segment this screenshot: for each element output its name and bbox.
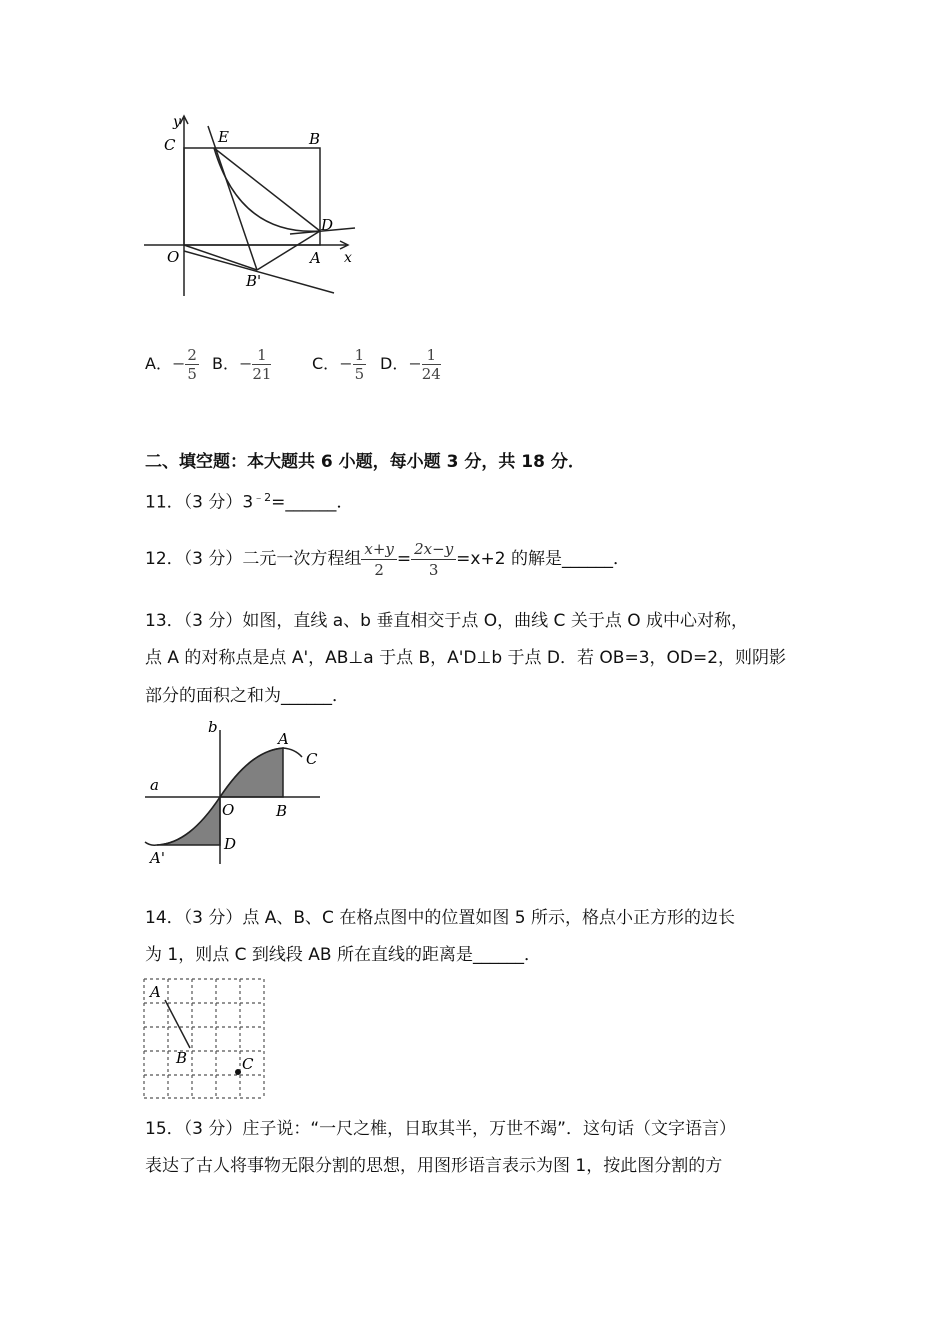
- label-y: y: [173, 114, 181, 130]
- option-b: B．− $\frac{1}{21}$: [212, 346, 272, 383]
- label-C: C: [242, 1055, 254, 1073]
- question-13-line-2: 点 A 的对称点是点 A'，AB⊥a 于点 B，A'D⊥b 于点 D．若 OB=3，OD=2，则阴影: [145, 648, 787, 668]
- symmetric-curve-figure: [140, 712, 330, 872]
- fraction: $\frac{1}{21}$: [252, 346, 272, 383]
- label-D: D: [224, 835, 237, 853]
- label-D: D: [321, 216, 334, 234]
- fraction: $\frac{1}{5}$: [354, 346, 365, 383]
- question-14-line-1: 14．（3 分）点 A、B、C 在格点图中的位置如图 5 所示，格点小正方形的边长: [145, 908, 735, 928]
- fraction: $\frac{2x-y}{3}$: [411, 539, 456, 580]
- label-A: A: [310, 249, 321, 267]
- label-B: B: [309, 130, 321, 148]
- fraction: $\frac{1}{24}$: [421, 346, 441, 383]
- question-12: 12．（3 分）二元一次方程组 $\frac{x+y}{2}$ = $\frac{2x-y}{3}$ =x+2 的解是______．: [145, 539, 630, 579]
- label-a: a: [150, 776, 159, 794]
- question-15-line-1: 15．（3 分）庄子说：“一尺之椎，日取其半，万世不竭”．这句话（文字语言）: [145, 1119, 736, 1139]
- fraction: $\frac{x+y}{2}$: [361, 539, 397, 580]
- question-13-line-3: 部分的面积之和为______．: [145, 686, 349, 706]
- label-b: b: [208, 718, 218, 736]
- label-O: O: [167, 248, 180, 266]
- label-B: B: [176, 1049, 188, 1067]
- fold-figure: [140, 108, 370, 308]
- question-13-line-1: 13．（3 分）如图，直线 a、b 垂直相交于点 O，曲线 C 关于点 O 成中心对称，: [145, 611, 749, 631]
- label-E: E: [218, 128, 229, 146]
- question-11: 11．（3 分）$3^{﹣2}=\_\_\_\_\_\_$．: [145, 491, 354, 513]
- question-15-line-2: 表达了古人将事物无限分割的思想，用图形语言表示为图 1，按此图分割的方: [145, 1156, 723, 1176]
- label-C: C: [164, 136, 176, 154]
- label-C: C: [306, 750, 318, 768]
- option-a: A．− $\frac{2}{5}$: [145, 346, 197, 383]
- label-A: A: [278, 730, 289, 748]
- question-14-line-2: 为 1，则点 C 到线段 AB 所在直线的距离是______．: [145, 945, 541, 965]
- label-B: B: [276, 802, 288, 820]
- label-A: A: [150, 983, 161, 1001]
- section-heading: 二、填空题：本大题共 6 小题，每小题 3 分，共 18 分．: [145, 452, 585, 472]
- label-A-prime: A': [150, 849, 165, 867]
- label-O: O: [222, 801, 235, 819]
- option-d: D．− $\frac{1}{24}$: [380, 346, 441, 383]
- label-B-prime: B': [246, 272, 262, 290]
- fraction: $\frac{2}{5}$: [187, 346, 197, 383]
- option-c: C．− $\frac{1}{5}$: [312, 346, 365, 383]
- grid-figure: [140, 975, 270, 1103]
- label-x: x: [344, 250, 352, 266]
